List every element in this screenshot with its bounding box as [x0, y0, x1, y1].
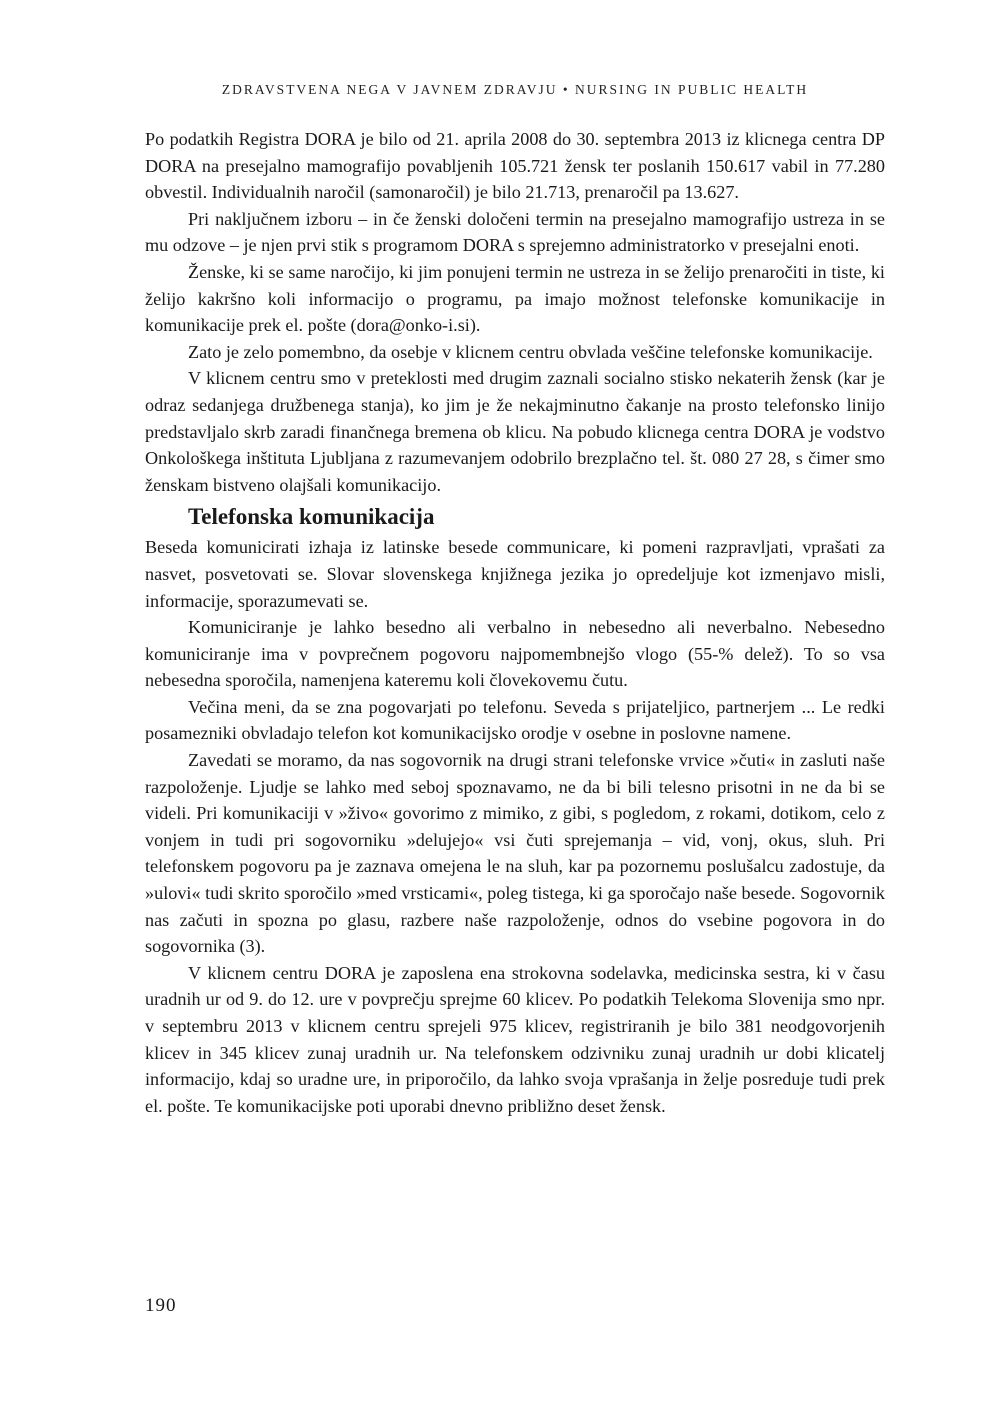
paragraph: Komuniciranje je lahko besedno ali verbalno in nebesedno ali neverbalno. Nebesedno komuniciranje ima v povprečnem pogovoru najpomembnejšo vlogo (55-% delež). To so vsa nebesedna sporočila, namenjena kateremu koli človekovemu čutu.	[145, 617, 885, 691]
running-header: ZDRAVSTVENA NEGA V JAVNEM ZDRAVJU • NURSING IN PUBLIC HEALTH	[221, 82, 809, 97]
paragraph: Zavedati se moramo, da nas sogovornik na drugi strani telefonske vrvice »čuti« in zasluti naše razpoloženje. Ljudje se lahko med seboj spoznavamo, ne da bi bili telesno prisotni in ne da bi se videli. Pri komunikaciji v »živo« govorimo z mimiko, z gibi, s pogledom, z rokami, dotikom, celo z vonjem in tudi pri sogovorniku »delujejo« vsi čuti sprejemanja – vid, vonj, okus, sluh. Pri telefonskem pogovoru pa je zaznava omejena le na sluh, kar pa pozornemu poslušalcu zadostuje, da »ulovi« tudi skrito sporočilo »med vrsticami«, poleg tistega, ki ga sporočajo naše besede. Sogovornik nas začuti in spozna po glasu, razbere naše razpoloženje, odnos do vsebine pogovora in do sogovornika (3).	[145, 750, 885, 957]
section-heading: Telefonska komunikacija	[188, 504, 435, 530]
body-text	[145, 126, 885, 1119]
paragraph: Večina meni, da se zna pogovarjati po telefonu. Seveda s prijateljico, partnerjem ... Le redki posamezniki obvladajo telefon kot komunikacijsko orodje v osebne in poslovne namene.	[145, 696, 885, 744]
paragraph: Po podatkih Registra DORA je bilo od 21. aprila 2008 do 30. septembra 2013 iz klicnega centra DP DORA na presejalno mamografijo povabljenih 105.721 žensk ter poslanih 150.617 vabil in 77.280 obvestil. Individualnih naročil (samonaročil) je bilo 21.713, prenaročil pa 13.627.	[145, 129, 885, 203]
paragraph: V klicnem centru smo v preteklosti med drugim zaznali socialno stisko nekaterih žensk (kar je odraz sedanjega družbenega stanja), ko jim je že nekajminutno čakanje na prosto telefonsko linijo predstavljalo skrb zaradi finančnega bremena ob klicu. Na pobudo klicnega centra DORA je vodstvo Onkološkega inštituta Ljubljana z razumevanjem odobrilo brezplačno tel. št. 080 27 28, s čimer smo ženskam bistveno olajšali komunikacijo.	[145, 368, 885, 495]
paragraph: Zato je zelo pomembno, da osebje v klicnem centru obvlada veščine telefonske komunikacije.	[188, 341, 873, 362]
paragraph: Beseda komunicirati izhaja iz latinske besede communicare, ki pomeni razpravljati, vprašati za nasvet, posvetovati se. Slovar slovenskega knjižnega jezika jo opredeljuje kot izmenjavo misli, informacije, sporazumevati se.	[145, 537, 885, 611]
paragraph: Ženske, ki se same naročijo, ki jim ponujeni termin ne ustreza in se želijo prenaročiti in tiste, ki želijo kakršno koli informacijo o programu, pa imajo možnost telefonske komunikacije in komunikacije prek el. pošte (dora@onko-i.si).	[145, 261, 885, 336]
page-number: 190	[145, 1295, 177, 1316]
paragraph: V klicnem centru DORA je zaposlena ena strokovna sodelavka, medicinska sestra, ki v času uradnih ur od 9. do 12. ure v povprečju sprejme 60 klicev. Po podatkih Telekoma Slovenija smo npr. v septembru 2013 v klicnem centru sprejeli 975 klicev, registriranih je bilo 381 neodgovorjenih klicev in 345 klicev zunaj uradnih ur. Na telefonskem odzivniku zunaj uradnih ur dobi klicatelj informacijo, kdaj so uradne ure, in priporočilo, da lahko svoja vprašanja in želje posreduje tudi prek el. pošte. Te komunikacijske poti uporabi dnevno približno deset žensk.	[145, 962, 885, 1116]
paragraph: Pri naključnem izboru – in če ženski določeni termin na presejalno mamografijo ustreza in se mu odzove – je njen prvi stik s programom DORA s sprejemno administratorko v presejalni enoti.	[145, 208, 885, 256]
